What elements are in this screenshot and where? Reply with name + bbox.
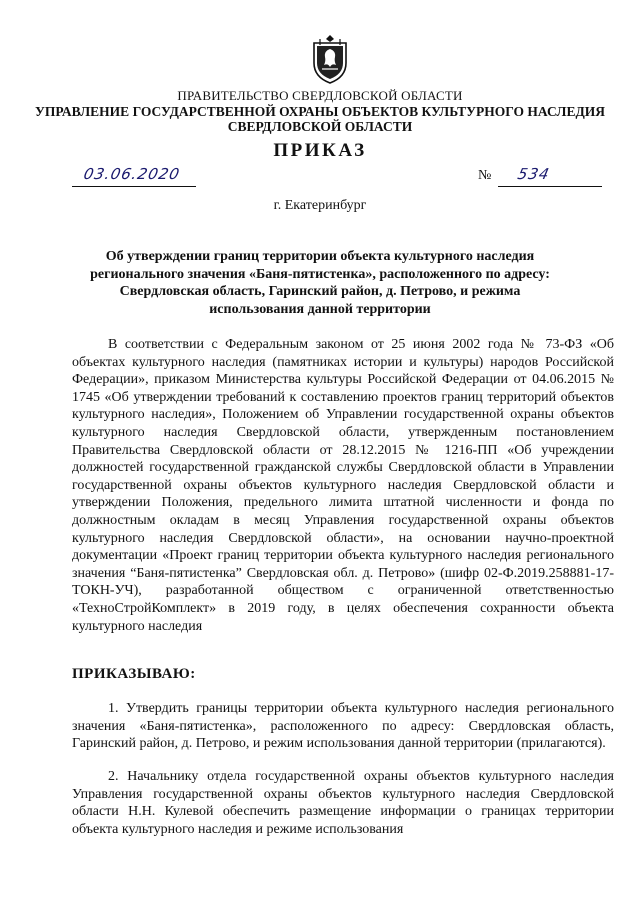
coat-of-arms-icon [310, 33, 350, 85]
order-item-2: 2. Начальнику отдела государственной охраны объектов культурного наследия Управления государственной охраны объектов культурного наследия Свердловской области Н.Н. Кулевой обеспечить размещение информации о границах территории объекта культурного наследия и режиме использования [72, 769, 614, 837]
number-label: № [478, 168, 492, 183]
order-heading: ПРИКАЗЫВАЮ: [72, 666, 196, 682]
handwritten-number: 534 [516, 165, 552, 183]
title-line-4: использования данной территории [209, 301, 431, 317]
document-title [80, 248, 560, 318]
title-line-2: регионального значения «Баня-пятистенка», расположенного по адресу: [90, 266, 550, 282]
department-line-2: СВЕРДЛОВСКОЙ ОБЛАСТИ [227, 119, 413, 134]
preamble-paragraph: В соответствии с Федеральным законом от 25 июня 2002 года № 73-ФЗ «Об объектах культурного наследия (памятниках истории и культуры) народов Российской Федерации», приказом Министерства культуры Российской Федерации от 04.06.2015 № 1745 «Об утверждении требований к составлению проектов границ территорий объектов культурного наследия», Положением об Управлении государственной охраны объектов культурного наследия Свердловской области, утвержденным постановлением Правительства Свердловской области от 28.12.2015 № 1216-ПП «Об учреждении должностей государственной гражданской службы Свердловской области в Управлении государственной охраны объектов культурного наследия Свердловской области и утверждении Положения, предельного лимита штатной численности и фонда по должностным окладам в месяц Управления государственной охраны объектов культурного наследия Свердловской области», на основании научно-проектной документации «Проект границ территории объекта культурного наследия регионального значения “Баня-пятистенка” Свердловская обл. д. Петрово» (шифр 02-Ф.2019.258881-17-ТОКН-УЧ), разработанной обществом с ограниченной ответственностью «ТехноСтройКомплект» в 2019 году, в целях обеспечения сохранности объекта культурного наследия [72, 337, 614, 634]
handwritten-date: 03.06.2020 [82, 165, 182, 183]
title-line-1: Об утверждении границ территории объекта культурного наследия [105, 249, 535, 264]
document-type: ПРИКАЗ [273, 140, 367, 161]
order-item-1: 1. Утвердить границы территории объекта культурного наследия регионального значения «Баня-пятистенка», расположенного по адресу: Свердловская область, Гаринский район, д. Петрово, и режим использования данной территории (прилагаются). [72, 701, 614, 752]
number-field [498, 164, 602, 187]
department-name [0, 104, 640, 134]
date-field [72, 164, 196, 187]
government-name: ПРАВИТЕЛЬСТВО СВЕРДЛОВСКОЙ ОБЛАСТИ [177, 88, 463, 103]
city: г. Екатеринбург [273, 198, 367, 213]
title-line-3: Свердловская область, Гаринский район, д. Петрово, и режима [119, 284, 521, 299]
department-line-1: УПРАВЛЕНИЕ ГОСУДАРСТВЕННОЙ ОХРАНЫ ОБЪЕКТОВ КУЛЬТУРНОГО НАСЛЕДИЯ [34, 104, 606, 119]
